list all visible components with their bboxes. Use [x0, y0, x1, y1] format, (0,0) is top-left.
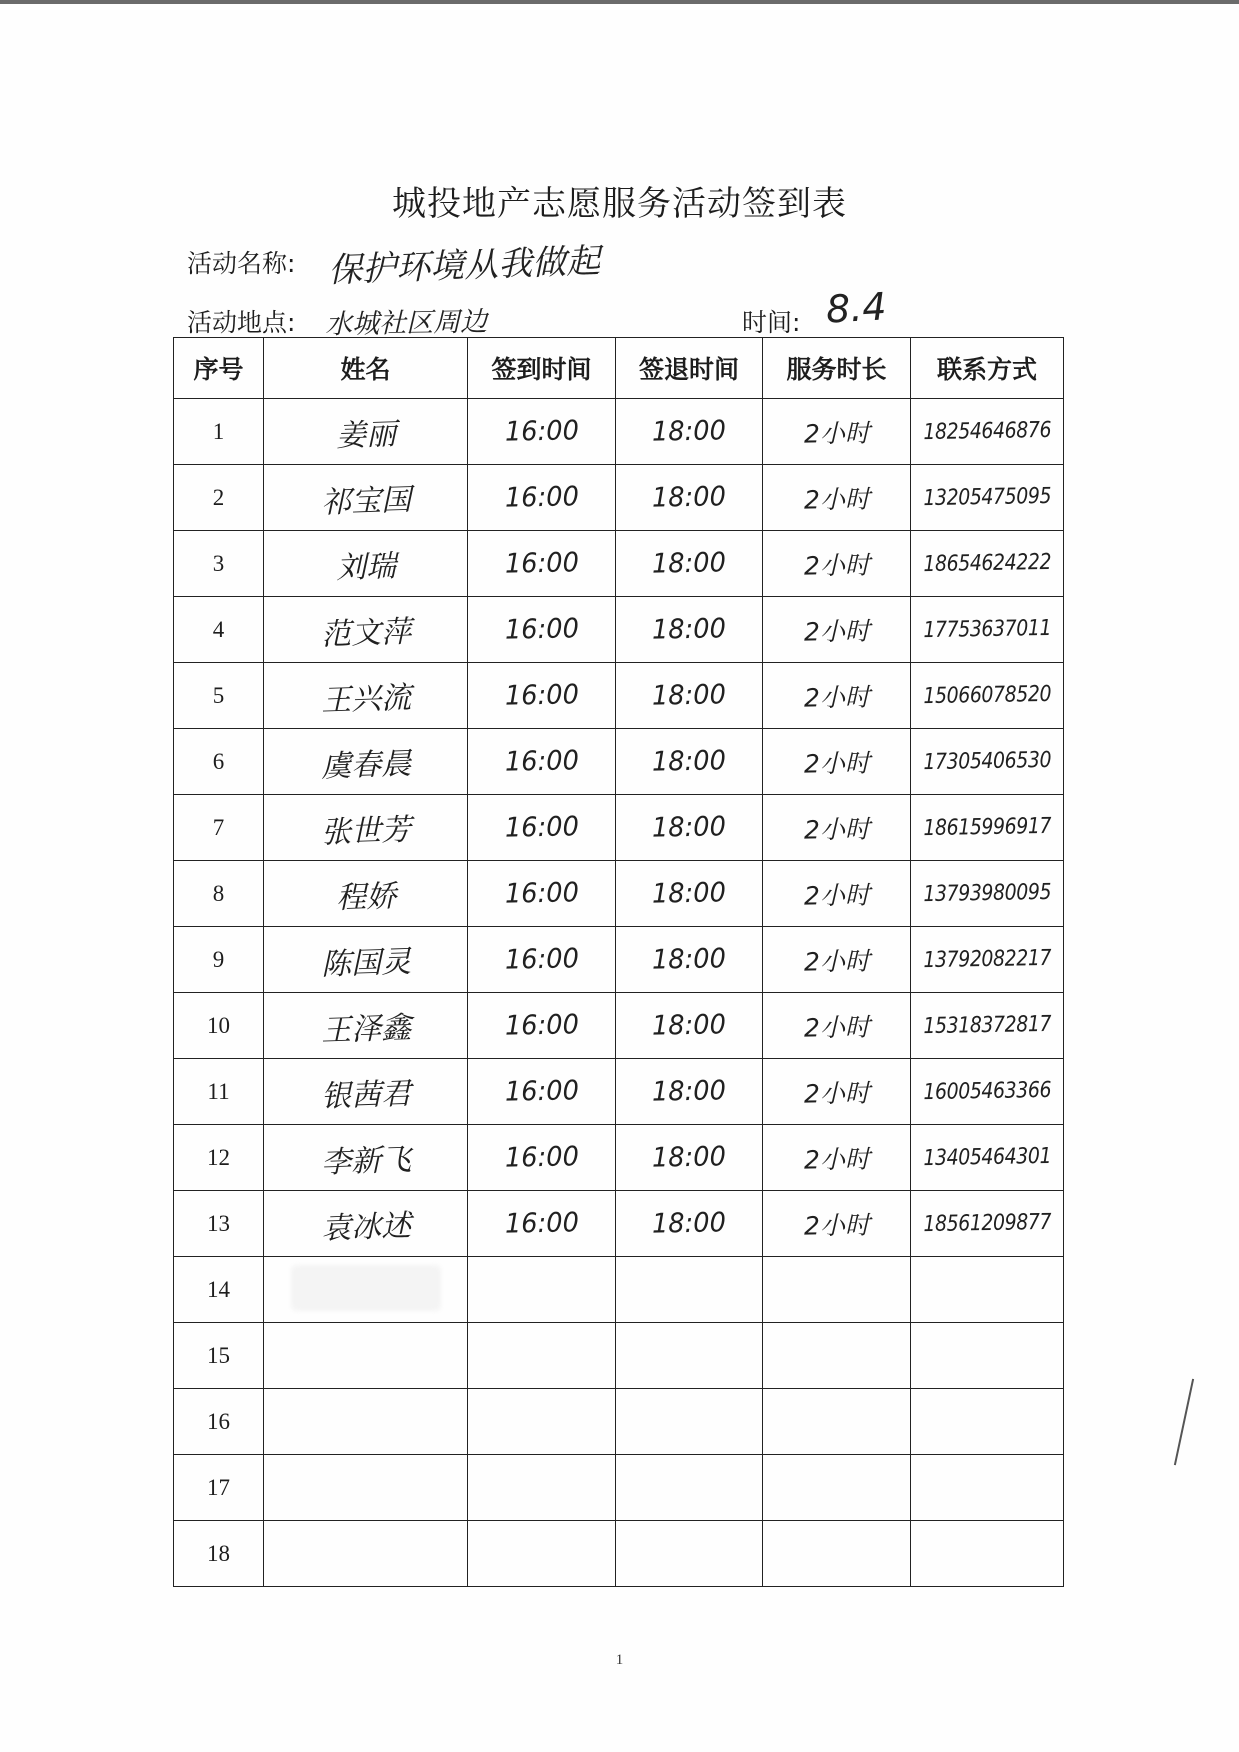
signer-name-cell [264, 1125, 468, 1191]
contact-phone-cell [911, 1389, 1064, 1455]
row-index: 18 [207, 1540, 230, 1566]
row-index-cell [174, 795, 264, 861]
contact-phone-cell [911, 399, 1064, 465]
contact-phone-cell [911, 927, 1064, 993]
contact-phone-cell [911, 993, 1064, 1059]
service-duration: 2小时 [803, 483, 870, 515]
table-row [174, 993, 1064, 1059]
contact-phone: 18254646876 [922, 417, 1052, 446]
service-duration-cell [763, 1521, 911, 1587]
contact-phone: 15318372817 [922, 1011, 1052, 1040]
row-index-cell [174, 465, 264, 531]
sign-in-time: 16:00 [504, 547, 579, 580]
row-index-cell [174, 1257, 264, 1323]
table-row [174, 1257, 1064, 1323]
row-index: 2 [212, 484, 225, 510]
sign-in-table [173, 337, 1064, 1587]
signer-name: 刘瑞 [335, 548, 397, 586]
contact-phone-cell [911, 663, 1064, 729]
margin-pen-stroke [1174, 1379, 1194, 1465]
sign-out-time: 18:00 [651, 1075, 727, 1108]
sign-out-time-cell [616, 531, 763, 597]
service-duration: 2小时 [803, 879, 870, 911]
row-index: 13 [207, 1210, 230, 1236]
sign-out-time: 18:00 [651, 613, 727, 646]
signer-name-cell [264, 531, 468, 597]
row-index-cell [174, 597, 264, 663]
service-duration: 2小时 [803, 549, 870, 581]
signer-name-cell [264, 1059, 468, 1125]
table-row [174, 1389, 1064, 1455]
table-row [174, 729, 1064, 795]
table-body [174, 399, 1064, 1587]
row-index: 17 [207, 1474, 230, 1500]
service-duration: 2小时 [803, 1143, 870, 1175]
row-index-cell [174, 531, 264, 597]
sign-out-time-cell [616, 465, 763, 531]
activity-time-value: 8.4 [824, 284, 888, 332]
table-row [174, 399, 1064, 465]
signer-name: 虞春晨 [320, 745, 412, 785]
sign-in-time-cell [468, 1389, 616, 1455]
row-index: 12 [207, 1144, 230, 1170]
row-index-cell [174, 1125, 264, 1191]
table-row [174, 1323, 1064, 1389]
contact-phone: 16005463366 [922, 1077, 1052, 1106]
sign-in-time: 16:00 [504, 415, 579, 448]
service-duration-cell [763, 993, 911, 1059]
row-index-cell [174, 1191, 264, 1257]
sign-in-time: 16:00 [504, 1009, 579, 1042]
col-header-service-duration: 服务时长 [763, 338, 911, 399]
row-index: 7 [212, 814, 225, 840]
activity-name-label: 活动名称: [187, 249, 296, 278]
row-index: 16 [207, 1408, 230, 1434]
sign-in-time-cell [468, 1125, 616, 1191]
row-index: 4 [212, 616, 225, 642]
row-index: 11 [207, 1078, 230, 1104]
signer-name: 祁宝国 [320, 481, 412, 521]
contact-phone-cell [911, 1323, 1064, 1389]
sign-in-time: 16:00 [504, 877, 579, 910]
sign-out-time-cell [616, 1323, 763, 1389]
signer-name: 王兴流 [320, 679, 412, 719]
signer-name: 陈国灵 [320, 943, 412, 983]
row-index: 15 [207, 1342, 230, 1368]
service-duration-cell [763, 1191, 911, 1257]
sign-out-time-cell [616, 1455, 763, 1521]
sign-in-time-cell [468, 663, 616, 729]
row-index-cell [174, 729, 264, 795]
sign-in-time: 16:00 [504, 613, 579, 646]
sign-out-time-cell [616, 729, 763, 795]
table-row [174, 1125, 1064, 1191]
service-duration-cell [763, 465, 911, 531]
signer-name: 范文萍 [320, 613, 412, 653]
sign-in-time-cell [468, 1323, 616, 1389]
row-index-cell [174, 1059, 264, 1125]
row-index: 6 [212, 748, 225, 774]
sign-in-time-cell [468, 861, 616, 927]
page-number: 1 [615, 1652, 624, 1668]
signer-name-cell [264, 861, 468, 927]
row-index: 5 [212, 682, 225, 708]
row-index-cell [174, 663, 264, 729]
signer-name: 银茜君 [320, 1075, 412, 1115]
table-row [174, 1521, 1064, 1587]
sign-in-time-cell [468, 1191, 616, 1257]
sign-in-time: 16:00 [504, 679, 579, 712]
sign-out-time-cell [616, 663, 763, 729]
row-index-cell [174, 399, 264, 465]
sign-out-time-cell [616, 993, 763, 1059]
sign-in-time-cell [468, 1455, 616, 1521]
signer-name-cell [264, 1191, 468, 1257]
contact-phone-cell [911, 597, 1064, 663]
contact-phone-cell [911, 1059, 1064, 1125]
row-index: 14 [207, 1276, 230, 1302]
contact-phone-cell [911, 1125, 1064, 1191]
contact-phone: 18615996917 [922, 813, 1052, 842]
table-row [174, 531, 1064, 597]
sign-out-time: 18:00 [651, 1141, 727, 1174]
table-row [174, 597, 1064, 663]
service-duration: 2小时 [803, 945, 870, 977]
signer-name-cell [264, 1389, 468, 1455]
contact-phone-cell [911, 795, 1064, 861]
activity-place-value: 水城社区周边 [324, 306, 488, 341]
service-duration-cell [763, 399, 911, 465]
col-header-sign-out-time: 签退时间 [616, 338, 763, 399]
sign-in-time: 16:00 [504, 481, 579, 514]
signer-name-cell [264, 927, 468, 993]
service-duration: 2小时 [803, 747, 870, 779]
sign-in-time: 16:00 [504, 745, 579, 778]
sign-out-time: 18:00 [651, 415, 727, 448]
sign-in-time-cell [468, 1521, 616, 1587]
service-duration: 2小时 [803, 1077, 870, 1109]
signer-name: 张世芳 [320, 811, 412, 851]
signer-name: 程娇 [335, 878, 397, 916]
col-header-name: 姓名 [264, 338, 468, 399]
service-duration: 2小时 [803, 417, 870, 449]
redacted-signature [291, 1265, 441, 1311]
row-index-cell [174, 993, 264, 1059]
contact-phone-cell [911, 1257, 1064, 1323]
table-row [174, 465, 1064, 531]
sign-out-time: 18:00 [651, 481, 727, 514]
sign-out-time: 18:00 [651, 877, 727, 910]
service-duration-cell [763, 1059, 911, 1125]
table-row [174, 1059, 1064, 1125]
activity-place-label: 活动地点: [187, 308, 296, 337]
row-index: 9 [212, 946, 225, 972]
col-header-sign-in-time: 签到时间 [468, 338, 616, 399]
row-index-cell [174, 1323, 264, 1389]
signer-name-cell [264, 465, 468, 531]
service-duration-cell [763, 795, 911, 861]
sign-in-time-cell [468, 729, 616, 795]
signer-name-cell [264, 795, 468, 861]
sign-in-time: 16:00 [504, 1075, 579, 1108]
table-row [174, 861, 1064, 927]
service-duration-cell [763, 663, 911, 729]
contact-phone-cell [911, 1455, 1064, 1521]
sign-out-time: 18:00 [651, 745, 727, 778]
col-header-contact: 联系方式 [911, 338, 1064, 399]
contact-phone-cell [911, 531, 1064, 597]
contact-phone: 13405464301 [922, 1143, 1052, 1172]
service-duration-cell [763, 861, 911, 927]
contact-phone-cell [911, 1191, 1064, 1257]
service-duration-cell [763, 927, 911, 993]
sign-out-time: 18:00 [651, 811, 727, 844]
table-row [174, 1455, 1064, 1521]
sign-out-time-cell [616, 795, 763, 861]
row-index: 8 [212, 880, 225, 906]
service-duration: 2小时 [803, 1011, 870, 1043]
service-duration-cell [763, 1257, 911, 1323]
sign-out-time-cell [616, 1257, 763, 1323]
table-row [174, 927, 1064, 993]
row-index-cell [174, 927, 264, 993]
signer-name: 李新飞 [320, 1141, 412, 1181]
signer-name-cell [264, 1521, 468, 1587]
sign-in-time-cell [468, 531, 616, 597]
signer-name-cell [264, 597, 468, 663]
sign-out-time: 18:00 [651, 547, 727, 580]
signer-name-cell [264, 399, 468, 465]
sign-out-time-cell [616, 927, 763, 993]
contact-phone: 17305406530 [922, 747, 1052, 776]
sign-in-time: 16:00 [504, 811, 579, 844]
contact-phone: 18654624222 [922, 549, 1052, 578]
contact-phone: 15066078520 [922, 681, 1052, 710]
sign-in-time: 16:00 [504, 943, 579, 976]
sign-out-time: 18:00 [651, 943, 727, 976]
row-index-cell [174, 861, 264, 927]
sign-in-time-cell [468, 1257, 616, 1323]
sign-in-time-cell [468, 399, 616, 465]
service-duration: 2小时 [803, 681, 870, 713]
sign-in-time-cell [468, 1059, 616, 1125]
signer-name-cell [264, 663, 468, 729]
service-duration-cell [763, 597, 911, 663]
contact-phone: 17753637011 [922, 615, 1052, 644]
row-index: 1 [212, 418, 225, 444]
sign-in-time-cell [468, 465, 616, 531]
contact-phone: 18561209877 [922, 1209, 1052, 1238]
sign-out-time-cell [616, 1521, 763, 1587]
sign-out-time: 18:00 [651, 1009, 727, 1042]
table-row [174, 795, 1064, 861]
sign-out-time-cell [616, 1191, 763, 1257]
service-duration-cell [763, 1455, 911, 1521]
signer-name-cell [264, 1323, 468, 1389]
row-index: 10 [207, 1012, 230, 1038]
service-duration-cell [763, 1323, 911, 1389]
service-duration-cell [763, 729, 911, 795]
sign-out-time-cell [616, 1389, 763, 1455]
service-duration-cell [763, 531, 911, 597]
service-duration: 2小时 [803, 1209, 870, 1241]
sign-out-time-cell [616, 597, 763, 663]
contact-phone-cell [911, 1521, 1064, 1587]
signer-name-cell [264, 1455, 468, 1521]
table-row [174, 1191, 1064, 1257]
sign-in-time-cell [468, 993, 616, 1059]
service-duration-cell [763, 1389, 911, 1455]
sign-out-time: 18:00 [651, 679, 727, 712]
sign-out-time-cell [616, 1059, 763, 1125]
signer-name: 袁冰述 [320, 1207, 412, 1247]
contact-phone-cell [911, 729, 1064, 795]
sign-in-time: 16:00 [504, 1141, 579, 1174]
activity-time-label: 时间: [742, 308, 801, 337]
row-index-cell [174, 1455, 264, 1521]
signer-name-cell [264, 1257, 468, 1323]
col-header-index: 序号 [174, 338, 264, 399]
sign-out-time-cell [616, 1125, 763, 1191]
signer-name: 王泽鑫 [320, 1009, 412, 1049]
sign-out-time-cell [616, 399, 763, 465]
row-index: 3 [212, 550, 225, 576]
sign-in-time-cell [468, 597, 616, 663]
service-duration-cell [763, 1125, 911, 1191]
contact-phone: 13792082217 [922, 945, 1052, 974]
table-row [174, 663, 1064, 729]
sign-out-time: 18:00 [651, 1207, 727, 1240]
scan-edge [0, 0, 1239, 4]
sign-in-time-cell [468, 795, 616, 861]
contact-phone: 13793980095 [922, 879, 1052, 908]
sign-out-time-cell [616, 861, 763, 927]
service-duration: 2小时 [803, 813, 870, 845]
service-duration: 2小时 [803, 615, 870, 647]
signer-name-cell [264, 729, 468, 795]
table-header-row [174, 338, 1064, 399]
activity-name-value: 保护环境从我做起 [327, 241, 601, 291]
sign-in-time: 16:00 [504, 1207, 579, 1240]
row-index-cell [174, 1389, 264, 1455]
contact-phone-cell [911, 861, 1064, 927]
contact-phone: 13205475095 [922, 483, 1052, 512]
row-index-cell [174, 1521, 264, 1587]
signer-name-cell [264, 993, 468, 1059]
page-title: 城投地产志愿服务活动签到表 [392, 184, 847, 224]
sign-in-time-cell [468, 927, 616, 993]
contact-phone-cell [911, 465, 1064, 531]
signer-name: 姜丽 [335, 416, 397, 454]
